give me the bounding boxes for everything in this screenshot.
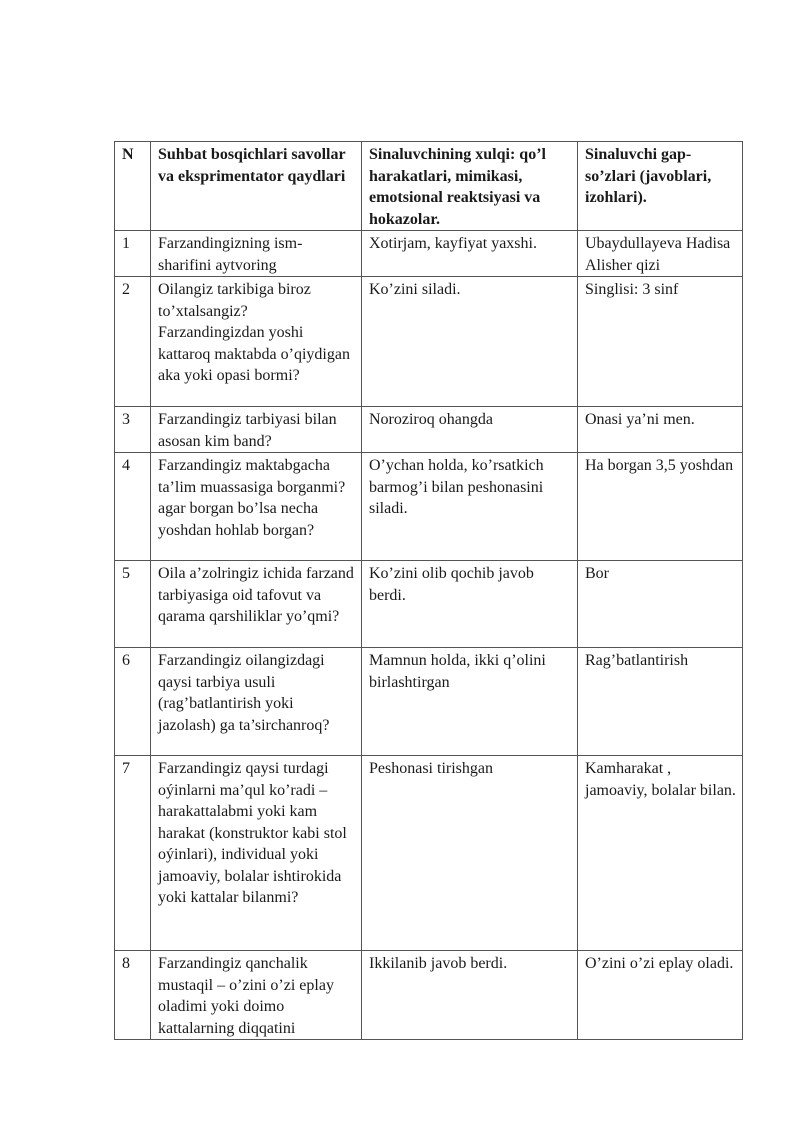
row-number: 2 <box>115 277 151 407</box>
row-behavior: Ko’zini olib qochib javob berdi. <box>362 561 578 648</box>
row-number: 8 <box>115 951 151 1040</box>
row-answer: Ha borgan 3,5 yoshdan <box>578 453 743 561</box>
row-behavior: Ko’zini siladi. <box>362 277 578 407</box>
row-behavior: Xotirjam, kayfiyat yaxshi. <box>362 231 578 277</box>
row-question: Farzandingiz tarbiyasi bilan asosan kim band? <box>151 407 362 453</box>
table-row <box>115 648 743 756</box>
table-row <box>115 231 743 277</box>
row-question: Farzandingizning ism-sharifini aytvoring <box>151 231 362 277</box>
row-number: 6 <box>115 648 151 756</box>
interview-table <box>114 141 743 1040</box>
row-number: 4 <box>115 453 151 561</box>
header-number: N <box>115 142 151 231</box>
table-header-row <box>115 142 743 231</box>
row-behavior: Ikkilanib javob berdi. <box>362 951 578 1040</box>
row-answer: Kamharakat , jamoaviy, bolalar bilan. <box>578 756 743 951</box>
row-answer: O’zini o’zi eplay oladi. <box>578 951 743 1040</box>
row-question: Oila a’zolringiz ichida farzand tarbiyasiga oid tafovut va qarama qarshiliklar yo’qmi? <box>151 561 362 648</box>
header-answer: Sinaluvchi gap-so’zlari (javoblari, izohlari). <box>578 142 743 231</box>
table-row <box>115 951 743 1040</box>
row-question: Farzandingiz qanchalik mustaqil – o’zini o’zi eplay oladimi yoki doimo kattalarning diqqatini <box>151 951 362 1040</box>
row-question: Farzandingiz oilangizdagi qaysi tarbiya usuli (rag’batlantirish yoki jazolash) ga ta’sirchanroq? <box>151 648 362 756</box>
row-question: Oilangiz tarkibiga biroz to’xtalsangiz? Farzandingizdan yoshi kattaroq maktabda o’qiydigan aka yoki opasi bormi? <box>151 277 362 407</box>
row-answer: Rag’batlantirish <box>578 648 743 756</box>
row-behavior: Noroziroq ohangda <box>362 407 578 453</box>
row-behavior: O’ychan holda, ko’rsatkich barmog’i bilan peshonasini siladi. <box>362 453 578 561</box>
row-number: 7 <box>115 756 151 951</box>
row-behavior: Mamnun holda, ikki q’olini birlashtirgan <box>362 648 578 756</box>
row-number: 5 <box>115 561 151 648</box>
table-row <box>115 453 743 561</box>
row-behavior: Peshonasi tirishgan <box>362 756 578 951</box>
header-behavior: Sinaluvchining xulqi: qo’l harakatlari, mimikasi, emotsional reaktsiyasi va hokazolar. <box>362 142 578 231</box>
table-row <box>115 277 743 407</box>
table-row <box>115 407 743 453</box>
row-answer: Singlisi: 3 sinf <box>578 277 743 407</box>
header-question: Suhbat bosqichlari savollar va eksprimentator qaydlari <box>151 142 362 231</box>
row-answer: Bor <box>578 561 743 648</box>
row-number: 3 <box>115 407 151 453</box>
row-answer: Onasi ya’ni men. <box>578 407 743 453</box>
row-number: 1 <box>115 231 151 277</box>
table-row <box>115 756 743 951</box>
row-question: Farzandingiz maktabgacha ta’lim muassasiga borganmi? agar borgan bo’lsa necha yoshdan hohlab borgan? <box>151 453 362 561</box>
table-row <box>115 561 743 648</box>
row-answer: Ubaydullayeva Hadisa Alisher qizi <box>578 231 743 277</box>
row-question: Farzandingiz qaysi turdagi oýinlarni ma’qul ko’radi – harakattalabmi yoki kam harakat (konstruktor kabi stol oýinlari), individual yoki jamoaviy, bolalar ishtirokida yoki kattalar bilanmi? <box>151 756 362 951</box>
